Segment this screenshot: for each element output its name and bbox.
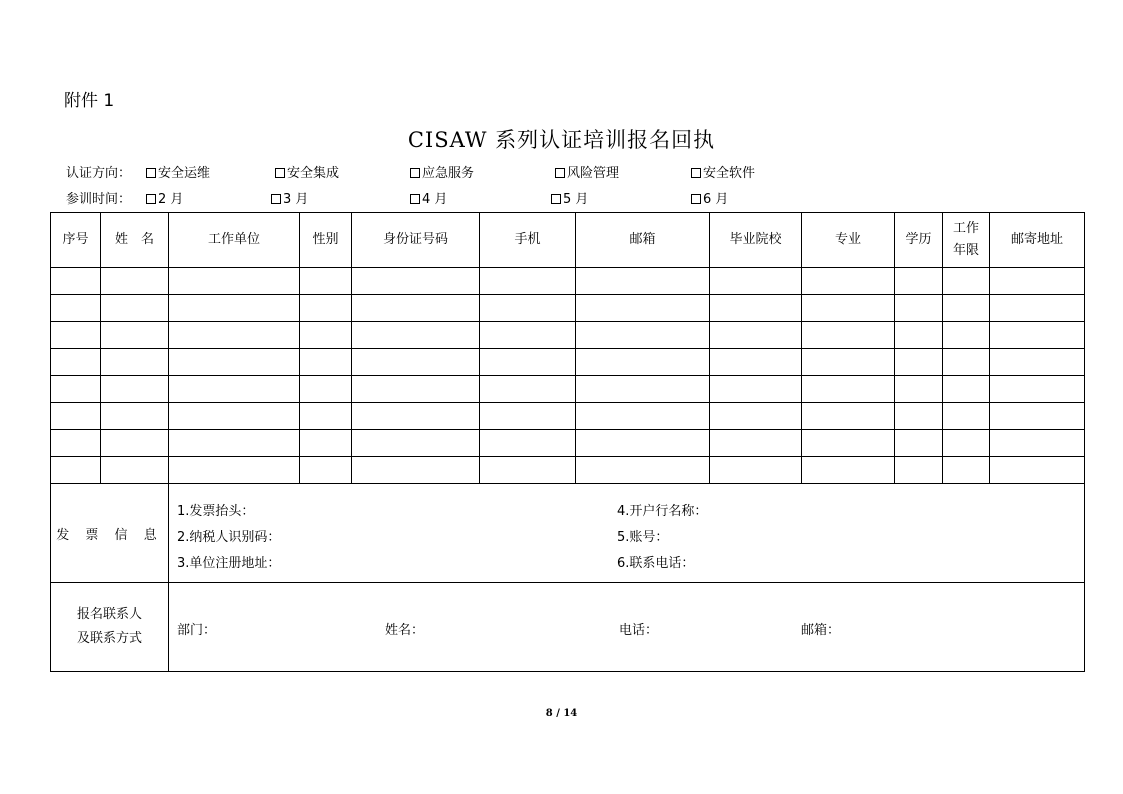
invoice-row <box>51 484 1085 583</box>
direction-option-integration[interactable]: 安全集成 <box>275 165 339 183</box>
direction-option-software[interactable]: 安全软件 <box>691 165 755 183</box>
contact-phone-field[interactable]: 电话： <box>619 623 659 638</box>
col-header-name: 姓 名 <box>101 213 169 268</box>
checkbox-icon[interactable] <box>691 168 701 178</box>
checkbox-icon[interactable] <box>551 194 561 204</box>
checkbox-icon[interactable] <box>146 168 156 178</box>
table-row <box>51 403 1085 430</box>
table-row <box>51 322 1085 349</box>
direction-label: 认证方向： <box>66 166 132 181</box>
checkbox-icon[interactable] <box>275 168 285 178</box>
table-row <box>51 376 1085 403</box>
invoice-title-field[interactable]: 1.发票抬头： <box>177 504 255 519</box>
checkbox-icon[interactable] <box>410 194 420 204</box>
contact-fields <box>169 583 1085 672</box>
col-header-email: 邮箱 <box>576 213 710 268</box>
invoice-reg-address-field[interactable]: 3.单位注册地址： <box>177 556 281 571</box>
time-option-may[interactable]: 5 月 <box>551 191 588 209</box>
time-option-mar[interactable]: 3 月 <box>271 191 308 209</box>
contact-label: 报名联系人 及联系方式 <box>51 583 169 672</box>
col-header-mobile: 手机 <box>480 213 576 268</box>
col-header-gender: 性别 <box>300 213 352 268</box>
col-header-school: 毕业院校 <box>710 213 802 268</box>
direction-row <box>66 165 826 183</box>
col-header-employer: 工作单位 <box>169 213 300 268</box>
direction-option-emergency[interactable]: 应急服务 <box>410 165 474 183</box>
contact-name-field[interactable]: 姓名： <box>385 623 425 638</box>
col-header-mail-address: 邮寄地址 <box>990 213 1085 268</box>
checkbox-icon[interactable] <box>410 168 420 178</box>
col-header-major: 专业 <box>802 213 895 268</box>
registration-table <box>50 212 1085 672</box>
invoice-tax-id-field[interactable]: 2.纳税人识别码： <box>177 530 281 545</box>
table-row <box>51 295 1085 322</box>
table-row <box>51 430 1085 457</box>
checkbox-icon[interactable] <box>691 194 701 204</box>
invoice-fields <box>169 484 1085 583</box>
page-title: CISAW 系列认证培训报名回执 <box>407 128 716 152</box>
contact-department-field[interactable]: 部门： <box>177 623 217 638</box>
invoice-account-field[interactable]: 5.账号： <box>617 530 669 545</box>
table-header-row <box>51 213 1085 268</box>
col-header-work-years: 工作 年限 <box>943 213 990 268</box>
invoice-bank-name-field[interactable]: 4.开户行名称： <box>617 504 708 519</box>
invoice-label: 发 票 信 息 <box>51 484 169 583</box>
table-row <box>51 457 1085 484</box>
table-row <box>51 349 1085 376</box>
direction-option-ops[interactable]: 安全运维 <box>146 165 210 183</box>
attachment-label: 附件 1 <box>64 91 115 111</box>
time-option-jun[interactable]: 6 月 <box>691 191 728 209</box>
col-header-id-number: 身份证号码 <box>352 213 480 268</box>
checkbox-icon[interactable] <box>146 194 156 204</box>
contact-email-field[interactable]: 邮箱： <box>801 623 841 638</box>
col-header-degree: 学历 <box>895 213 943 268</box>
table-row <box>51 268 1085 295</box>
col-header-index: 序号 <box>51 213 101 268</box>
time-label: 参训时间： <box>66 192 132 207</box>
checkbox-icon[interactable] <box>555 168 565 178</box>
time-option-feb[interactable]: 2 月 <box>146 191 183 209</box>
invoice-phone-field[interactable]: 6.联系电话： <box>617 556 695 571</box>
page-number: 8 / 14 <box>545 708 578 719</box>
direction-option-risk[interactable]: 风险管理 <box>555 165 619 183</box>
time-row <box>66 191 826 209</box>
contact-row <box>51 583 1085 672</box>
checkbox-icon[interactable] <box>271 194 281 204</box>
time-option-apr[interactable]: 4 月 <box>410 191 447 209</box>
